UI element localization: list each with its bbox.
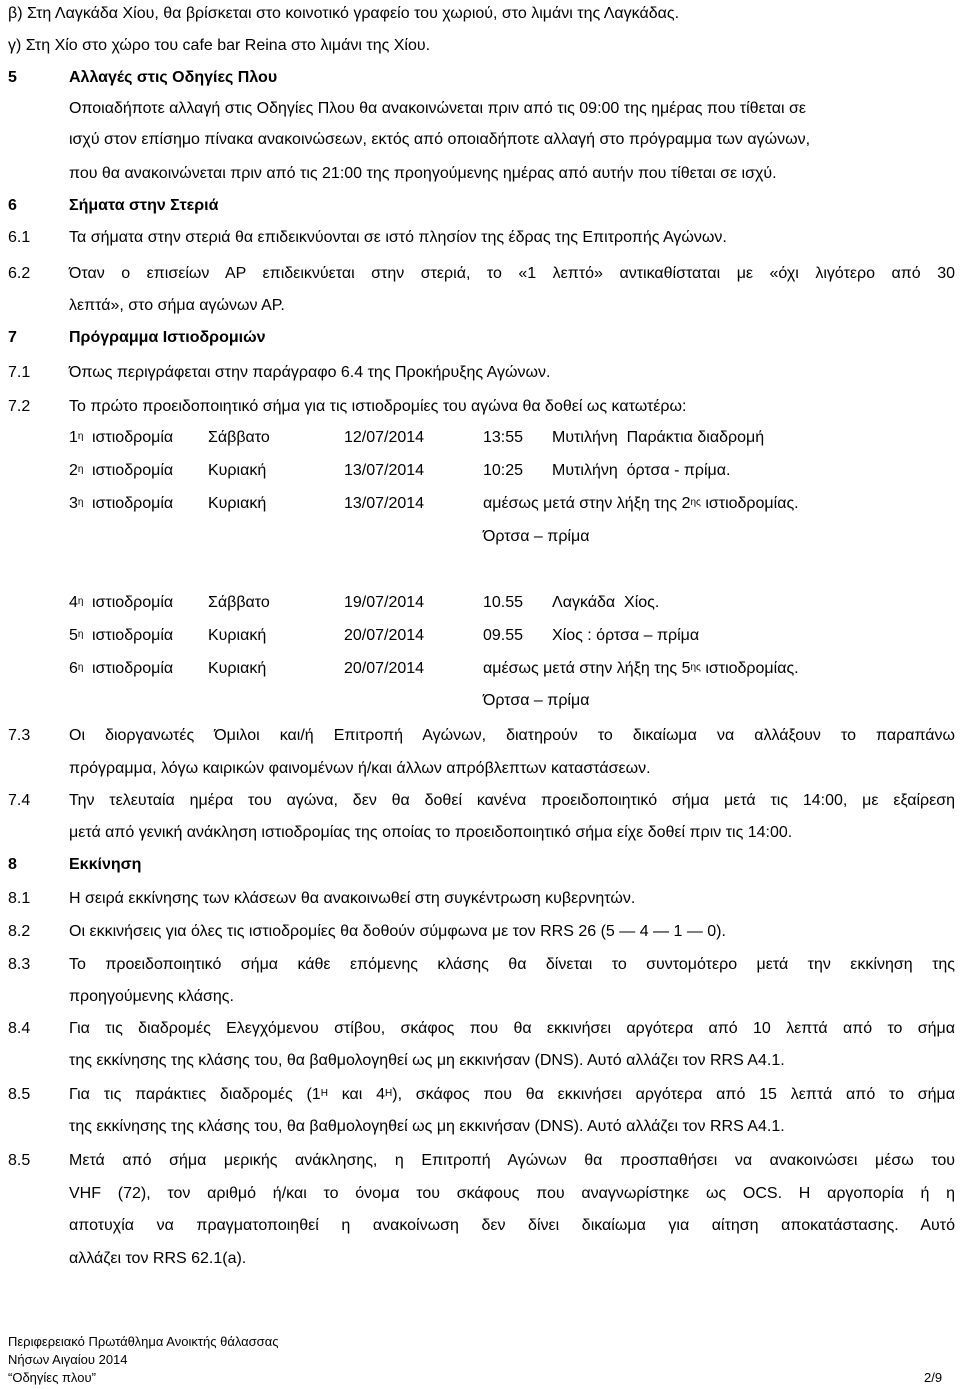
race-day: Κυριακή [208, 495, 267, 512]
item-8-3-line-2: προηγούμενης κλάσης. [69, 988, 234, 1005]
footer-document-name: “Οδηγίες πλου” [8, 1370, 96, 1385]
item-7-2-number: 7.2 [8, 398, 31, 415]
race-number: $6^\eta$ [69, 660, 84, 677]
item-7-2-text: Το πρώτο προειδοποιητικό σήμα για τις ιστιοδρομίες του αγώνα θα δοθεί ως κατωτέρω: [69, 398, 687, 415]
item-8-5b-line-1: Μετά από σήμα μερικής ανάκλησης, η Επιτροπή Αγώνων θα προσπαθήσει να ανακοινώσει μέσω του [69, 1152, 955, 1169]
race-date: 20/07/2014 [344, 660, 425, 677]
race-time: 10.55 [483, 594, 524, 611]
section-8-number: 8 [8, 856, 17, 873]
item-8-2-text: Οι εκκινήσεις για όλες τις ιστιοδρομίες θα δοθούν σύμφωνα με τον RRS 26 (5 — 4 — 1 — 0). [69, 923, 726, 940]
footer-championship-year: Νήσων Αιγαίου 2014 [8, 1352, 128, 1367]
section-6-number: 6 [8, 197, 17, 214]
race-date: 20/07/2014 [344, 627, 425, 644]
item-7-4-number: 7.4 [8, 792, 31, 809]
section-8-title: Εκκίνηση [69, 856, 142, 873]
race-label: ιστιοδρομία [92, 462, 174, 479]
intro-line-c: γ) Στη Χίο στο χώρο του cafe bar Reina στο λιμάνι της Χίου. [8, 37, 431, 54]
item-6-1-text: Τα σήματα στην στεριά θα επιδεικνύονται σε ιστό πλησίον της έδρας της Επιτροπής Αγώνων. [69, 229, 727, 246]
race-time: 13:55 [483, 429, 524, 446]
race-date: 13/07/2014 [344, 462, 425, 479]
item-8-4-number: 8.4 [8, 1020, 31, 1037]
race-day: Κυριακή [208, 627, 267, 644]
item-8-5b-line-3: αποτυχία να πραγματοποιηθεί η ανακοίνωση δεν δίνει δικαίωμα για αίτηση αποκατάστασης. Αυτό [69, 1217, 955, 1234]
item-8-3-line-1: Το προειδοποιητικό σήμα κάθε επόμενης κλάσης θα δίνεται το συντομότερο μετά την εκκίνηση της [69, 956, 955, 973]
item-8-1-number: 8.1 [8, 890, 31, 907]
race-place: Μυτιλήνη όρτσα - πρίμα. [552, 462, 731, 479]
item-7-3-line-2: πρόγραμμα, λόγω καιρικών φαινομένων ή/και άλλων απρόβλεπτων καταστάσεων. [69, 760, 651, 777]
race-start-note: αμέσως μετά στην λήξη της $5^{\eta\varsigma}$ ιστιοδρομίας. [483, 660, 799, 677]
section-5-number: 5 [8, 69, 17, 86]
race-date: 19/07/2014 [344, 594, 425, 611]
race-number: $5^\eta$ [69, 627, 84, 644]
race-date: 12/07/2014 [344, 429, 425, 446]
race-place: Χίος : όρτσα – πρίμα [552, 627, 700, 644]
race-label: ιστιοδρομία [92, 429, 174, 446]
race-label: ιστιοδρομία [92, 627, 174, 644]
item-7-3-number: 7.3 [8, 727, 31, 744]
section-7-title: Πρόγραμμα Ιστιοδρομιών [69, 329, 266, 346]
race-label: ιστιοδρομία [92, 660, 174, 677]
item-8-5-line-2: της εκκίνησης της κλάσης του, θα βαθμολογηθεί ως μη εκκινήσαν (DNS). Αυτό αλλάζει τον RRS A4.1. [69, 1118, 785, 1135]
item-8-5-line-1: Για τις παράκτιες διαδρομές ($1^H$ και $4^H$), σκάφος που θα εκκινήσει αργότερα από 15 λεπτά από το σήμα [69, 1086, 956, 1103]
item-8-5b-line-4: αλλάζει τον RRS 62.1(a). [69, 1250, 247, 1267]
intro-line-b: β) Στη Λαγκάδα Χίου, θα βρίσκεται στο κοινοτικό γραφείο του χωριού, στο λιμάνι της Λαγκάδας. [8, 5, 680, 22]
race-course-note: Όρτσα – πρίμα [483, 692, 590, 709]
item-8-5b-line-2: VHF (72), τον αριθμό ή/και το όνομα του σκάφους που αναγνωρίστηκε ως OCS. Η αργοπορία ή η [69, 1185, 955, 1202]
section-5-title: Αλλαγές στις Οδηγίες Πλου [69, 69, 278, 86]
item-7-1-text: Όπως περιγράφεται στην παράγραφο 6.4 της Προκήρυξης Αγώνων. [69, 364, 551, 381]
item-8-2-number: 8.2 [8, 923, 31, 940]
race-place: Λαγκάδα Χίος. [552, 594, 660, 611]
race-label: ιστιοδρομία [92, 594, 174, 611]
item-8-4-line-2: της εκκίνησης της κλάσης του, θα βαθμολογηθεί ως μη εκκινήσαν (DNS). Αυτό αλλάζει τον RRS A4.1. [69, 1052, 785, 1069]
race-number: $1^\eta$ [69, 429, 84, 446]
section-7-number: 7 [8, 329, 17, 346]
item-7-1-number: 7.1 [8, 364, 31, 381]
race-label: ιστιοδρομία [92, 495, 174, 512]
race-time: 10:25 [483, 462, 524, 479]
race-day: Κυριακή [208, 462, 267, 479]
item-6-2-line-2: λεπτά», στο σήμα αγώνων ΑΡ. [69, 297, 285, 314]
item-6-1-number: 6.1 [8, 229, 31, 246]
item-6-2-line-1: Όταν ο επισείων ΑΡ επιδεικνύεται στην στεριά, το «1 λεπτό» αντικαθίσταται με «όχι λιγότερο από 30 [69, 265, 955, 282]
race-number: $3^\eta$ [69, 495, 84, 512]
race-time: 09.55 [483, 627, 524, 644]
section-5-text-line: Οποιαδήποτε αλλαγή στις Οδηγίες Πλου θα ανακοινώνεται πριν από τις 09:00 της ημέρας που τίθεται σε [69, 100, 807, 117]
item-8-4-line-1: Για τις διαδρομές Ελεγχόμενου στίβου, σκάφος που θα εκκινήσει αργότερα από 10 λεπτά από το σήμα [69, 1020, 955, 1037]
race-day: Κυριακή [208, 660, 267, 677]
race-day: Σάββατο [208, 594, 270, 611]
item-7-3-line-1: Οι διοργανωτές Όμιλοι και/ή Επιτροπή Αγώνων, διατηρούν το δικαίωμα να αλλάξουν το παραπάνω [69, 727, 955, 744]
race-start-note: αμέσως μετά στην λήξη της $2^{\eta\varsigma}$ ιστιοδρομίας. [483, 495, 799, 512]
item-8-5b-number: 8.5 [8, 1152, 31, 1169]
footer-championship-title: Περιφερειακό Πρωτάθλημα Ανοικτής θάλασσας [8, 1334, 279, 1349]
item-7-4-line-1: Την τελευταία ημέρα του αγώνα, δεν θα δοθεί κανένα προειδοποιητικό σήμα μετά τις 14:00, με εξαίρεση [69, 792, 955, 809]
item-8-5-number: 8.5 [8, 1086, 31, 1103]
race-day: Σάββατο [208, 429, 270, 446]
section-5-text-line: που θα ανακοινώνεται πριν από τις 21:00 της προηγούμενης ημέρας από αυτήν που τίθεται σε ισχύ. [69, 165, 777, 182]
item-6-2-number: 6.2 [8, 265, 31, 282]
item-8-1-text: Η σειρά εκκίνησης των κλάσεων θα ανακοινωθεί στη συγκέντρωση κυβερνητών. [69, 890, 636, 907]
race-number: $2^\eta$ [69, 462, 84, 479]
section-5-text-line: ισχύ στον επίσημο πίνακα ανακοινώσεων, εκτός από οποιαδήποτε αλλαγή στο πρόγραμμα των αγώνων, [69, 131, 811, 148]
race-place: Μυτιλήνη Παράκτια διαδρομή [552, 429, 765, 446]
race-course-note: Όρτσα – πρίμα [483, 528, 590, 545]
race-number: $4^\eta$ [69, 594, 84, 611]
section-6-title: Σήματα στην Στεριά [69, 197, 219, 214]
item-8-3-number: 8.3 [8, 956, 31, 973]
race-date: 13/07/2014 [344, 495, 425, 512]
item-7-4-line-2: μετά από γενική ανάκληση ιστιοδρομίας της οποίας το προειδοποιητικό σήμα είχε δοθεί πριν τις 14:00. [69, 824, 793, 841]
page-number: 2/9 [924, 1370, 943, 1385]
